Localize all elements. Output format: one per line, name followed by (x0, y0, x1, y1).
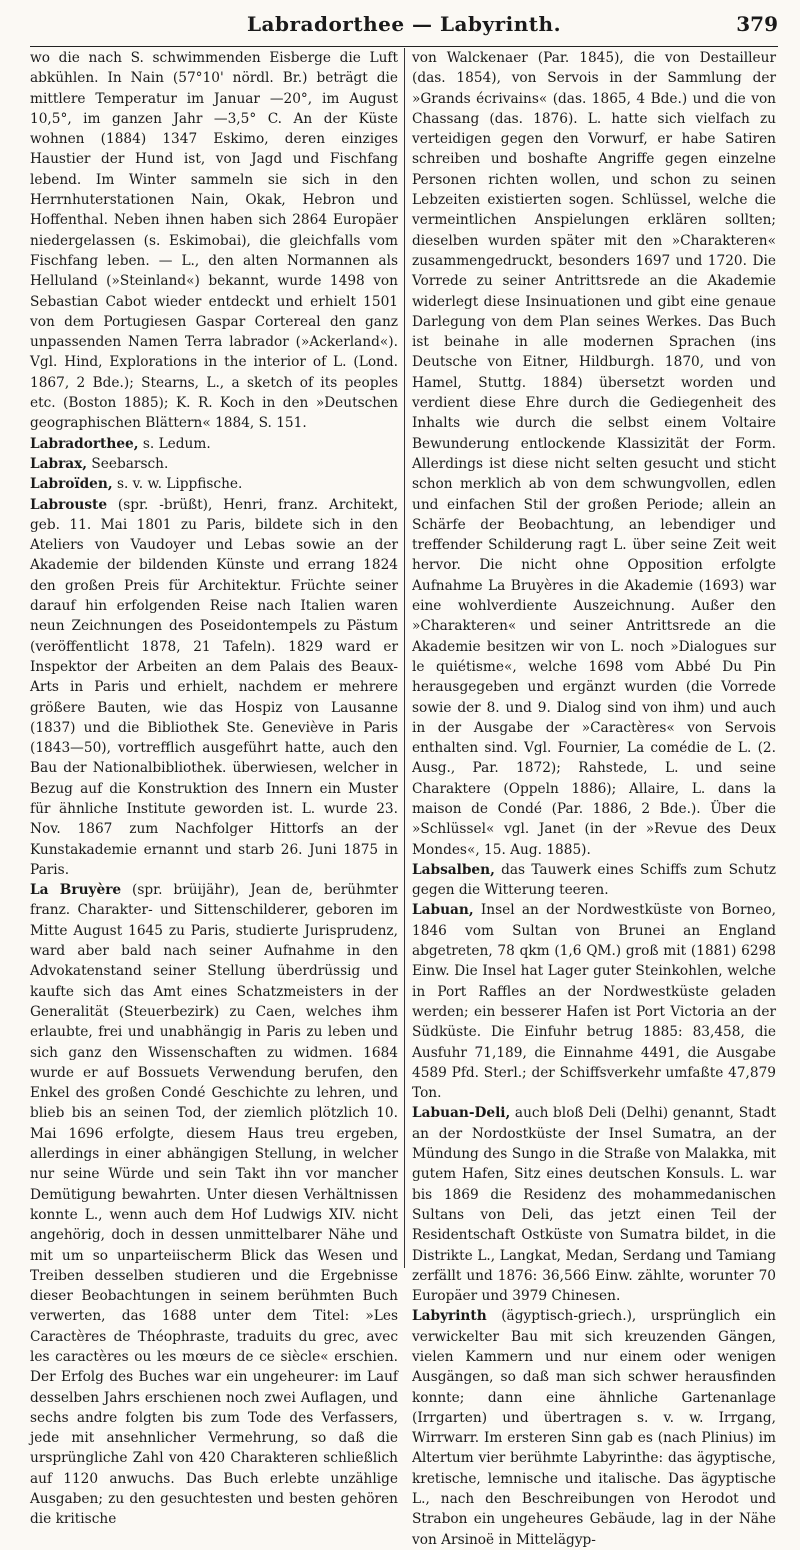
column-divider (404, 48, 405, 1268)
entry-headword: Labrouste (30, 496, 108, 513)
entry-labyrinth: Labyrinth (ägyptisch-griech.), ursprünglich ein verwickelter Bau mit sich kreuzenden Gängen, vielen Kammern und nur einem oder wenigen Ausgängen, so daß man sich schwer herausfinden konnte; dann eine ähnliche Gartenanlage (Irrgarten) und übertragen s. v. w. Irrgang, Wirrwarr. Im ersteren Sinn gab es (nach Plinius) im Altertum vier berühmte Labyrinthe: das ägyptische, kretische, lemnische und italische. Das ägyptische L., nach den Beschreibungen von Herodot und Strabon ein ungeheures Gebäude, lag in der Nähe von Arsinoë in Mittelägyp- (412, 1308, 776, 1548)
entry-labuan-deli: Labuan-Deli, auch bloß Deli (Delhi) genannt, Stadt an der Nordostküste der Insel Sumatra, an der Mündung des Sungo in die Straße von Malakka, mit gutem Hafen, Sitz eines deutschen Konsuls. L. war bis 1869 die Residenz des mohammedanischen Sultans von Deli, das jetzt einen Teil der Residentschaft Ostküste von Sumatra bildet, in die Distrikte L., Langkat, Medan, Serdang und Tamiang zerfällt und 1876: 36,566 Einw. zählte, worunter 70 Europäer und 3979 Chinesen. (412, 1105, 776, 1305)
entry-headword: Labyrinth (412, 1308, 487, 1325)
entry-labrouste: Labrouste (spr. -brüßt), Henri, franz. Architekt, geb. 11. Mai 1801 zu Paris, bildete sich in den Ateliers von Vaudoyer und Lebas sowie an der Akademie der bildenden Künste und errang 1824 den großen Preis für Architektur. Früchte seiner darauf hin erfolgenden Reise nach Italien waren neun Zeichnungen des Poseidontempels zu Pästum (veröffentlicht 1878, 21 Tafeln). 1829 ward er Inspektor der Arbeiten an dem Palais des Beaux-Arts in Paris und erhielt, nachdem er mehrere größere Bauten, wie das Hospiz von Lausanne (1837) und die Bibliothek Ste. Geneviève in Paris (1843—50), vortrefflich ausgeführt hatte, auch den Bau der Nationalbibliothek. überwiesen, welcher in Bezug auf die Konstruktion des Innern ein Muster für ähnliche Institute geworden ist. L. wurde 23. Nov. 1867 zum Nachfolger Hittorfs an der Kunstakademie ernannt und starb 26. Juni 1875 in Paris. (30, 496, 398, 878)
entry-la-bruyere: La Bruyère (spr. brüijähr), Jean de, berühmter franz. Charakter- und Sittenschilderer, geboren im Mitte August 1645 zu Paris, studierte Jurisprudenz, ward aber bald nach seiner Aufnahme in den Advokatenstand seiner Stellung überdrüssig und kaufte sich das Amt eines Schatzmeisters in der Generalität (Steuerbezirk) zu Caen, welches ihm erlaubte, frei und unabhängig in Paris zu leben und sich ganz den Wissenschaften zu widmen. 1684 wurde er auf Bossuets Verwendung berufen, den Enkel des großen Condé Geschichte zu lehren, und blieb bis an seinen Tod, der ziemlich plötzlich 10. Mai 1696 erfolgte, diesem Haus treu ergeben, allerdings in einer abhängigen Stellung, in welcher nur seine Würde und sein Takt ihn vor mancher Demütigung bewahrten. Unter diesen Verhältnissen konnte L., wenn auch dem Hof Ludwigs XIV. nicht angehörig, doch in dessen unmittelbarer Nähe und mit um so unparteiischerm Blick das Wesen und Treiben desselben studieren und die Ergebnisse dieser Beobachtungen in seinem berühmten Buch verwerten, das 1688 unter dem Titel: »Les Caractères de Théophraste, traduits du grec, avec les caractères ou les mœurs de ce siècle« erschien. Der Erfolg des Buches war ein ungeheurer: im Lauf desselben Jahrs erschienen noch zwei Auflagen, und sechs andre folgten bis zum Tode des Verfassers, jede mit ansehnlicher Vermehrung, so daß die ursprüngliche Zahl von 420 Charakteren schließlich auf 1120 anwuchs. Das Buch erlebte unzählige Ausgaben; zu den gesuchtesten und besten gehören die kritische (30, 882, 399, 1528)
page-number: 379 (736, 12, 778, 36)
entry-continuation: von Walckenaer (Par. 1845), die von Destailleur (das. 1854), von Servois in der Sammlung der »Grands écrivains« (das. 1865, 4 Bde.) und die von Chassang (das. 1876). L. hatte sich vielfach zu verteidigen gegen den Vorwurf, er habe Satiren schreiben und boshafte Angriffe gegen einzelne Personen richten wollen, und schon zu seinen Lebzeiten existierten sogen. Schlüssel, welche die vermeintlichen Anspielungen erklären sollten; dieselben wurden später mit den »Charakteren« zusammengedruckt, besonders 1697 und 1720. Die Vorrede zu seiner Antrittsrede an die Akademie widerlegt diese Insinuationen und gibt eine genaue Darlegung von dem Plan seines Werkes. Das Buch ist beinahe in alle modernen Sprachen (ins Deutsche von Eitner, Hildburgh. 1870, und von Hamel, Stuttg. 1884) übersetzt worden und verdient diese Ehre durch die Gediegenheit des Inhalts wie durch die selbst einem Voltaire Bewunderung entlockende Klassizität der Form. Allerdings ist diese nicht selten gesucht und sticht schon merklich ab von dem schwungvollen, edlen und einfachen Stil der großen Periode; allein an Schärfe der Beobachtung, an lebendiger und treffender Schilderung ragt L. über seine Zeit weit hervor. Die nicht ohne Opposition erfolgte Aufnahme La Bruyères in die Akademie (1693) war eine wohlverdiente Auszeichnung. Außer den »Charakteren« und seiner Antrittsrede an die Akademie besitzen wir von L. noch »Dialogues sur le quiétisme«, welche 1698 vom Abbé Du Pin herausgegeben und ergänzt wurden (die Vorrede sowie der 8. und 9. Dialog sind von ihm) und auch in der Ausgabe der »Caractères« von Servois enthalten sind. Vgl. Fournier, La comédie de L. (2. Ausg., Par. 1872); Rahstede, L. und seine Charaktere (Oppeln 1886); Allaire, L. dans la maison de Condé (Par. 1886, 2 Bde.). Über die »Schlüssel« vgl. Janet (in der »Revue des Deux Mondes«, 15. Aug. 1885). (412, 50, 776, 858)
entry-headword: Labuan, (412, 902, 474, 919)
entry-labsalben: Labsalben, das Tauwerk eines Schiffs zum Schutz gegen die Witterung teeren. (412, 861, 776, 899)
entry-headword: La Bruyère (30, 882, 122, 899)
entry-labradorthee: Labradorthee, s. Ledum. (30, 435, 211, 452)
entry-headword: Labradorthee, (30, 435, 139, 452)
entry-headword: Labsalben, (412, 861, 495, 878)
entry-headword: Labroïden, (30, 476, 113, 493)
running-title: Labradorthee — Labyrinth. (246, 12, 562, 36)
entry-headword: Labrax, (30, 455, 88, 472)
entry-labuan: Labuan, Insel an der Nordwestküste von Borneo, 1846 vom Sultan von Brunei an England abgetreten, 78 qkm (1,6 QM.) groß mit (1881) 6298 Einw. Die Insel hat Lager guter Steinkohlen, welche in Port Raffles an der Nordwestküste geladen werden; ein besserer Hafen ist Port Victoria an der Südküste. Die Einfuhr betrug 1885: 83,458, die Ausfuhr 71,189, die Einnahme 4491, die Ausgabe 4589 Pfd. Sterl.; der Schiffsverkehr umfaßte 47,879 Ton. (412, 902, 776, 1102)
entry-continuation: wo die nach S. schwimmenden Eisberge die Luft abkühlen. In Nain (57°10' nördl. Br.) beträgt die mittlere Temperatur im Januar —20°, im August 10,5°, im ganzen Jahr —3,5° C. An der Küste wohnen (1884) 1347 Eskimo, deren einziges Haustier der Hund ist, von Jagd und Fischfang lebend. Im Winter sammeln sie sich in den Herrnhuterstationen Nain, Okak, Hebron und Hoffenthal. Neben ihnen haben sich 2864 Europäer niedergelassen (s. Eskimobai), die gleichfalls vom Fischfang leben. — L., den alten Normannen als Helluland (»Steinland«) bekannt, wurde 1498 von Sebastian Cabot wieder entdeckt und erhielt 1501 von dem Portugiesen Gaspar Cortereal den ganz unpassenden Namen Terra labrador (»Ackerland«). Vgl. Hind, Explorations in the interior of L. (Lond. 1867, 2 Bde.); Stearns, L., a sketch of its peoples etc. (Boston 1885); K. R. Koch in den »Deutschen geographischen Blättern« 1884, S. 151. (30, 50, 398, 432)
right-column (412, 48, 776, 1548)
left-column (30, 48, 399, 1528)
page-header (30, 6, 778, 47)
entry-headword: Labuan-Deli, (412, 1105, 511, 1122)
entry-labrax: Labrax, Seebarsch. (30, 455, 169, 472)
entry-labroiden: Labroïden, s. v. w. Lippfische. (30, 476, 243, 493)
